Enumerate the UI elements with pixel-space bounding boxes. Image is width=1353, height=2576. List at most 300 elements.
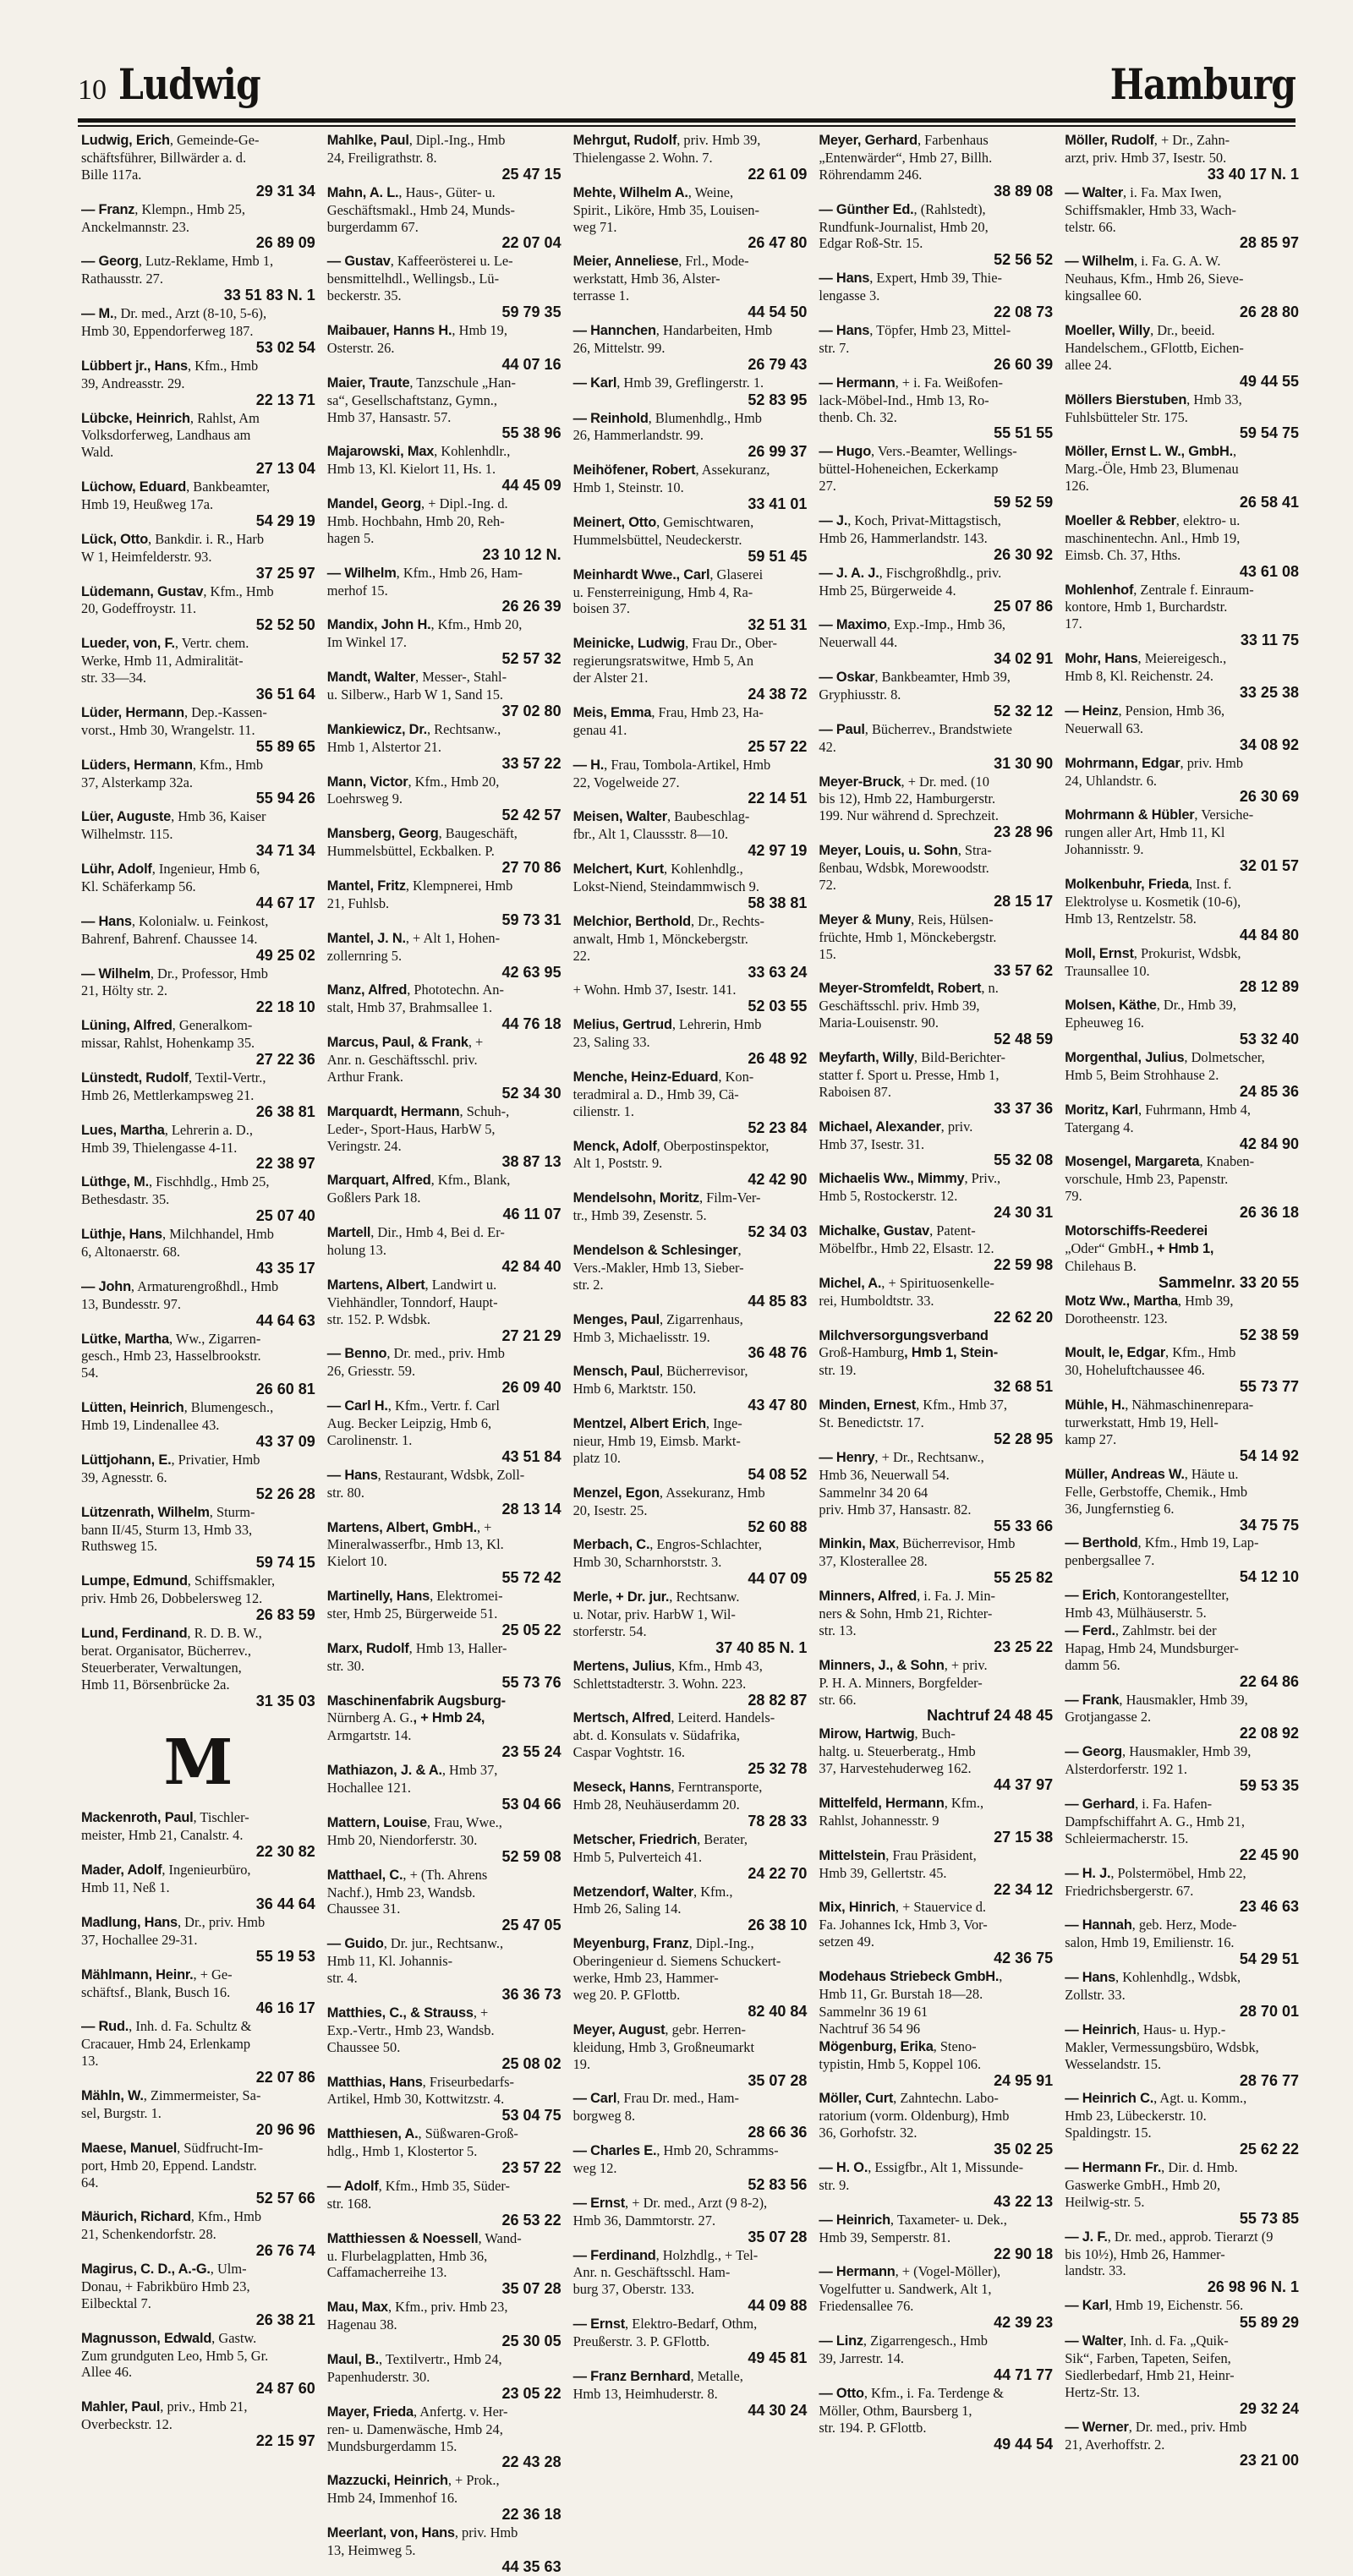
entry-text: , Dr., Hmb 39, [1156, 997, 1236, 1014]
entry-name: Michel, A. [819, 1275, 882, 1291]
entry-line [327, 825, 561, 843]
entry-line [819, 1118, 1053, 1136]
entry-text: , Agt. u. Komm., [1153, 2090, 1247, 2107]
entry-line [1065, 2177, 1299, 2194]
entry-line [1065, 807, 1299, 824]
entry-name: Mann, Victor [326, 774, 408, 790]
entry-name: Lüder, Hermann [81, 704, 184, 720]
entry-text: Hmb 23, Lübeckerstr. 10. [1065, 2108, 1207, 2125]
entry-line [1065, 1240, 1299, 1258]
entry-text: , + (Th. Ahrens [403, 1866, 488, 1883]
entry-line [819, 1743, 1053, 1760]
entry-text: 22, Vogelweide 27. [572, 774, 680, 790]
entry-line [81, 2140, 315, 2158]
directory-entry [1065, 132, 1299, 183]
phone-number: 59 79 35 [501, 304, 561, 321]
entry-text: Viehhändler, Tonndorf, Haupt- [326, 1293, 498, 1310]
phone-number: 55 32 08 [994, 1151, 1054, 1169]
phone-number: 26 47 80 [748, 234, 808, 252]
entry-text: Donau, + Fabrikbüro Hmb 23, [81, 2278, 250, 2294]
directory-entry [573, 322, 808, 374]
entry-line [573, 2386, 808, 2403]
entry-line [327, 721, 561, 739]
entry-name: Mendelson & Schlesinger [572, 1243, 738, 1258]
entry-text: , Hmb 19, Eichenstr. 56. [1108, 2297, 1244, 2314]
phone-number: 26 30 69 [1239, 788, 1299, 806]
entry-name: Maul, B. [326, 2352, 380, 2367]
entry-text: Hmb 39, Thielengasse 4-11. [81, 1139, 238, 1156]
directory-entry [81, 2087, 315, 2139]
entry-text: , Farbenhaus [917, 132, 989, 148]
entry-text: , + Spirituosenkelle- [881, 1274, 994, 1291]
entry-line [327, 2542, 561, 2559]
entry-name: Menges, Paul [572, 1311, 660, 1327]
entry-text: , Dr., beeid. [1150, 321, 1215, 338]
entry-name: Meyer-Stromfeldt, Robert [819, 981, 982, 997]
entry-text: , Holzhdlg., + Tel- [655, 2246, 759, 2263]
entry-name: Milchversorgungsverband [819, 1327, 989, 1343]
entry-text: Geschäftsschl. priv. Hmb 39, [819, 998, 980, 1015]
entry-line [327, 1345, 561, 1363]
entry-text: Papenhuderstr. 30. [326, 2368, 430, 2385]
column-1 [81, 132, 315, 2450]
phone-number: 24 95 91 [994, 2071, 1054, 2089]
entry-text: , Stra- [957, 842, 992, 859]
section-letter: M [163, 1726, 233, 1800]
entry-line [81, 1452, 315, 1469]
entry-name: — Karl [1065, 2298, 1109, 2314]
directory-entry [573, 2021, 808, 2090]
entry-line [1065, 530, 1299, 547]
entry-text: , i. Fa. Max Iwen, [1123, 183, 1222, 200]
entry-line [1065, 340, 1299, 357]
phone-number: 54 12 10 [1239, 1568, 1299, 1586]
entry-name: — Maximo [819, 617, 887, 633]
entry-line [573, 1831, 808, 1849]
entry-line [819, 235, 1053, 252]
entry-line [573, 514, 808, 532]
directory-entry [819, 2090, 1053, 2158]
entry-text: Gryphiusstr. 8. [819, 686, 901, 703]
entry-text: Raboisen 87. [819, 1083, 891, 1100]
entry-text: typistin, Hmb 5, Koppel 106. [819, 2055, 982, 2072]
entry-line [1065, 1865, 1299, 1883]
entry-line [81, 704, 315, 722]
entry-line [81, 1191, 315, 1208]
entry-text: ratorium (vorm. Oldenburg), Hmb [819, 2108, 1010, 2125]
entry-text: Rahlst, Johannesstr. 9 [819, 1812, 939, 1829]
directory-entry [819, 2212, 1053, 2263]
entry-line [1065, 1293, 1299, 1310]
phone-number: 44 85 83 [748, 1292, 808, 1310]
directory-entry [327, 1172, 561, 1223]
entry-text: Hmb 3, Michaelisstr. 19. [572, 1328, 710, 1345]
entry-name: Melius, Gertrud [572, 1017, 672, 1033]
directory-entry [819, 132, 1053, 200]
entry-text: , Dr. med., priv. Hmb [1128, 2418, 1247, 2435]
entry-text: , Messer-, Stahl- [415, 669, 507, 686]
entry-line [819, 2212, 1053, 2229]
entry-line [1065, 1969, 1299, 1987]
entry-text: , Armaturengroßhdl., Hmb [130, 1277, 279, 1294]
entry-text: Anckelmannstr. 23. [81, 218, 189, 235]
entry-name: Meinicke, Ludwig [572, 636, 686, 652]
entry-line [1065, 841, 1299, 858]
entry-line [819, 340, 1053, 357]
entry-line [573, 1606, 808, 1623]
entry-line [1065, 2229, 1299, 2246]
phone-number: 27 22 36 [255, 1051, 315, 1069]
entry-text: büttel-Hoheneichen, Eckerkamp [819, 461, 999, 478]
entry-name: Meyer, August [572, 2021, 666, 2037]
entry-line [327, 409, 561, 426]
entry-line [1065, 1102, 1299, 1119]
entry-line [819, 2108, 1053, 2125]
entry-line [819, 582, 1053, 599]
entry-line [1065, 1344, 1299, 1362]
directory-entry [819, 1397, 1053, 1448]
phone-number: 52 34 30 [501, 1084, 561, 1102]
entry-line [819, 1136, 1053, 1153]
entry-text: , + priv. [944, 1656, 988, 1673]
phone-number: 44 30 24 [748, 2401, 808, 2419]
entry-line [819, 739, 1053, 756]
entry-line [81, 1035, 315, 1052]
entry-text: , Expert, Hmb 39, Thie- [869, 270, 1002, 287]
entry-line [1065, 2246, 1299, 2263]
entry-line [819, 790, 1053, 807]
directory-entry [1065, 945, 1299, 997]
entry-name: — Hans [326, 1467, 378, 1483]
entry-line [1065, 668, 1299, 685]
directory-entry [1065, 2021, 1299, 2090]
entry-name: Moll, Ernst [1065, 945, 1134, 961]
entry-name: — Hugo [819, 444, 872, 460]
entry-line [1065, 2125, 1299, 2141]
entry-name: — Adolf [326, 2178, 379, 2194]
entry-name: — Karl [572, 375, 617, 391]
entry-line [819, 443, 1053, 461]
phone-number: 34 75 75 [1239, 1516, 1299, 1534]
entry-line [1065, 409, 1299, 426]
entry-name: Minners, Alfred [819, 1589, 918, 1605]
entry-text: Oberingenieur d. Siemens Schuckert- [572, 1953, 781, 1970]
entry-text: werkstatt, Hmb 36, Alster- [572, 271, 720, 287]
entry-line [81, 2330, 315, 2348]
entry-line [327, 1294, 561, 1311]
entry-name: — Linz [819, 2333, 863, 2349]
entry-name: Metscher, Friedrich [572, 1831, 698, 1847]
entry-text: Bille 117a. [81, 166, 142, 183]
directory-entry [81, 1914, 315, 1966]
directory-entry [327, 1935, 561, 2004]
entry-line [1065, 1534, 1299, 1552]
entry-line [1065, 1830, 1299, 1847]
entry-line [1065, 1397, 1299, 1414]
phone-number: 28 12 89 [1239, 978, 1299, 996]
directory-entry [327, 982, 561, 1033]
entry-text: , priv. [940, 1118, 973, 1135]
entry-line [819, 1692, 1053, 1709]
entry-line [819, 2420, 1053, 2437]
entry-line [573, 202, 808, 219]
entry-line [81, 1469, 315, 1486]
entry-text: , Tischler- [193, 1809, 249, 1826]
header-first-name: Ludwig [118, 59, 260, 109]
phone-number: 44 35 63 [501, 2557, 561, 2575]
entry-line [819, 1795, 1053, 1813]
entry-line [1065, 461, 1299, 478]
entry-name: — Heinz [1065, 703, 1119, 719]
entry-text: cilienstr. 1. [572, 1102, 634, 1119]
entry-line [327, 202, 561, 219]
column-2 [326, 132, 561, 2575]
entry-line [1065, 755, 1299, 773]
directory-entry [81, 253, 315, 304]
entry-line [573, 1623, 808, 1640]
entry-text: Bahrenf, Bahrenf. Chaussee 14. [81, 930, 258, 947]
entry-text: 126. [1065, 478, 1089, 495]
entry-text: weg 71. [572, 218, 617, 235]
phone-number: 42 39 23 [994, 2314, 1054, 2332]
phone-number: 22 43 28 [501, 2453, 561, 2471]
directory-entry [1065, 1466, 1299, 1534]
entry-name: Matthies, C., & Strauss [326, 2004, 474, 2021]
entry-name: — Walter [1065, 2333, 1124, 2349]
entry-line [573, 2195, 808, 2212]
phone-number: 23 28 96 [994, 823, 1054, 841]
entry-text: , Bücherrevisor, [659, 1363, 748, 1380]
entry-name: Motz Ww., Martha [1065, 1293, 1178, 1309]
entry-text: 21, Hölty str. 2. [81, 982, 167, 999]
entry-line [1065, 512, 1299, 530]
phone-number: 34 71 34 [255, 842, 315, 860]
entry-line [1065, 1796, 1299, 1813]
entry-line [573, 1069, 808, 1086]
entry-name: Manz, Alfred [326, 982, 408, 998]
entry-text: , + Ge- [193, 1966, 233, 1983]
entry-name: Martell [326, 1225, 371, 1241]
entry-text: ners & Sohn, Hmb 21, Richter- [819, 1605, 993, 1622]
phone-number: 54 08 52 [748, 1465, 808, 1483]
directory-entry [327, 132, 561, 183]
entry-name: Meinert, Otto [572, 514, 657, 530]
directory-entry [819, 201, 1053, 270]
phone-number: 23 55 24 [501, 1743, 561, 1761]
entry-text: arzt, priv. Hmb 37, Isestr. 50. [1065, 149, 1227, 166]
phone-number: 26 26 39 [501, 598, 561, 615]
entry-line [819, 1188, 1053, 1205]
entry-line [1065, 1015, 1299, 1031]
entry-line [819, 1726, 1053, 1743]
entry-name: — H. [572, 757, 605, 773]
directory-entry [81, 1625, 315, 1710]
entry-text: u. Fensterreinigung, Hmb 4, Ra- [572, 583, 753, 600]
entry-name: Meihöfener, Robert [572, 462, 696, 479]
entry-text: Zollstr. 33. [1065, 1986, 1126, 2003]
entry-text: Grotjangasse 2. [1065, 1709, 1152, 1726]
directory-entry [327, 2299, 561, 2350]
entry-line [573, 704, 808, 722]
entry-line [819, 287, 1053, 304]
entry-line [1065, 1431, 1299, 1448]
directory-entry [573, 2316, 808, 2367]
phone-number: 43 35 17 [255, 1259, 315, 1277]
entry-text: Schiffsmakler, Hmb 33, Wach- [1065, 201, 1236, 218]
entry-line [327, 1138, 561, 1155]
entry-text: sa“, Gesellschaftstanz, Gymn., [326, 391, 497, 408]
entry-text: Hmb 36, Neuerwall 54. [819, 1466, 950, 1483]
entry-text: , Dipl.-Ing., [688, 1935, 754, 1952]
entry-text: , Rechtsanw., [426, 720, 501, 737]
entry-text: , Dr., priv. Hmb [177, 1913, 266, 1930]
entry-line [81, 982, 315, 999]
column-4 [819, 132, 1054, 2453]
entry-name: — J. F. [1065, 2229, 1108, 2245]
entry-line [327, 530, 561, 547]
entry-line [81, 670, 315, 686]
phone-number: 25 05 22 [501, 1621, 561, 1638]
phone-number: 26 38 10 [748, 1917, 808, 1934]
entry-text: , Töpfer, Hmb 23, Mittel- [869, 321, 1011, 338]
directory-entry [573, 1589, 808, 1657]
entry-name: Modehaus Striebeck GmbH. [819, 1969, 1000, 1985]
entry-text: , Phototechn. An- [407, 982, 504, 998]
entry-line [1065, 2262, 1299, 2279]
directory-entry [819, 1118, 1053, 1170]
entry-name: Lüdemann, Gustav [81, 583, 204, 599]
entry-text: , priv. Hmb 39, [676, 132, 761, 148]
entry-line [573, 1727, 808, 1744]
entry-text: , Meiereigesch., [1137, 650, 1227, 667]
entry-line [573, 722, 808, 739]
phone-number: 44 64 63 [255, 1311, 315, 1329]
entry-name: — Henry [819, 1449, 875, 1465]
entry-line [327, 184, 561, 202]
entry-line [81, 2364, 315, 2381]
entry-line [1065, 150, 1299, 167]
entry-line [819, 322, 1053, 340]
entry-name: — Frank [1065, 1692, 1120, 1708]
entry-line [81, 2087, 315, 2105]
entry-text: , Frau, Wwe., [426, 1813, 502, 1830]
entry-text: terrasse 1. [572, 287, 630, 304]
entry-line [81, 2208, 315, 2226]
entry-line [327, 1536, 561, 1553]
entry-line [327, 1953, 561, 1970]
entry-text: 36, Jungfernstieg 6. [1065, 1500, 1175, 1517]
directory-entry [327, 878, 561, 929]
entry-line [819, 478, 1053, 495]
entry-line [81, 1966, 315, 1984]
entry-text: 13, Bundesstr. 97. [81, 1295, 181, 1312]
entry-text: , Kfm., [693, 1883, 733, 1900]
entry-text: Handelschem., GFlottb, Eichen- [1065, 339, 1244, 356]
directory-entry [1065, 1293, 1299, 1344]
entry-line [819, 1501, 1053, 1518]
entry-text: , Kolonialw. u. Feinkost, [131, 912, 269, 929]
entry-text: 17. [1065, 615, 1082, 632]
entry-text: Hmb 39, Gellertstr. 45. [819, 1864, 947, 1881]
entry-line [819, 2298, 1053, 2315]
directory-entry [573, 1138, 808, 1190]
entry-line [327, 1832, 561, 1849]
directory-entry [573, 184, 808, 253]
entry-text: Nachf.), Hmb 23, Wandsb. [326, 1884, 476, 1901]
entry-name: Mayer, Frieda [326, 2404, 414, 2420]
entry-line [1065, 1552, 1299, 1569]
entry-line [573, 1589, 808, 1606]
phone-number: 24 30 31 [994, 1204, 1054, 1222]
entry-text: vorst., Hmb 30, Wrangelstr. 11. [81, 721, 255, 738]
phone-number: 78 28 33 [748, 1812, 808, 1829]
phone-number: 22 30 82 [255, 1843, 315, 1861]
entry-text: , Vers.-Beamter, Wellings- [871, 443, 1017, 460]
entry-line [81, 1827, 315, 1844]
directory-entry [327, 495, 561, 564]
entry-name: — Wilhelm [81, 965, 151, 982]
phone-number: 52 57 32 [501, 650, 561, 668]
entry-line [573, 1554, 808, 1571]
phone-number: 59 51 45 [748, 547, 808, 565]
entry-text: , Hmb 13, Haller- [408, 1639, 507, 1656]
entry-line [819, 1986, 1053, 2003]
phone-number: 22 45 90 [1239, 1846, 1299, 1863]
entry-line [81, 1590, 315, 1607]
directory-entry [1065, 1102, 1299, 1153]
entry-text: 42. [819, 738, 836, 755]
entry-text: Hmb 1, Alstertor 21. [326, 738, 442, 755]
entry-text: kontore, Hmb 1, Burchardstr. [1065, 599, 1228, 615]
directory-entry [573, 1069, 808, 1137]
entry-name: — J. A. J. [819, 565, 879, 581]
directory-entry [573, 1709, 808, 1778]
entry-text: Werke, Hmb 11, Admiralität- [81, 653, 244, 670]
entry-line [327, 930, 561, 948]
entry-line [81, 2158, 315, 2174]
entry-line [81, 583, 315, 601]
entry-line [573, 1970, 808, 1987]
entry-line [81, 774, 315, 791]
entry-line [573, 2142, 808, 2160]
entry-name: Mertsch, Alfred [572, 1710, 671, 1726]
entry-name: Mehrgut, Rudolf [572, 133, 677, 148]
entry-line [819, 1917, 1053, 1933]
phone-number: 52 56 52 [994, 251, 1054, 269]
entry-text: , Engros-Schlachter, [649, 1536, 762, 1553]
entry-text: str. 80. [326, 1484, 364, 1501]
entry-text: Möbelfbr., Hmb 22, Elsastr. 12. [819, 1240, 994, 1256]
entry-name: Mahn, A. L. [326, 184, 399, 200]
entry-text: , R. D. B. W., [187, 1624, 262, 1641]
entry-name: Mählmann, Heinr. [81, 1966, 194, 1983]
phone-number: 27 70 86 [501, 859, 561, 877]
entry-line [1065, 876, 1299, 894]
directory-entry [81, 1331, 315, 1399]
entry-name: Mohlenhof [1065, 582, 1134, 598]
entry-text: Hmb 37, Isestr. 31. [819, 1135, 925, 1152]
phone-number: 52 23 84 [748, 1118, 808, 1136]
entry-text: , Baubeschlag- [666, 808, 750, 825]
entry-line [1065, 1987, 1299, 2004]
directory-entry [81, 1069, 315, 1121]
entry-text: Felle, Gerbstoffe, Chemik., Hmb [1065, 1483, 1248, 1500]
entry-line [81, 1244, 315, 1261]
entry-line [819, 980, 1053, 998]
entry-name: Meseck, Hanns [572, 1780, 671, 1796]
entry-line [573, 1277, 808, 1293]
phone-number: 22 38 97 [255, 1155, 315, 1173]
